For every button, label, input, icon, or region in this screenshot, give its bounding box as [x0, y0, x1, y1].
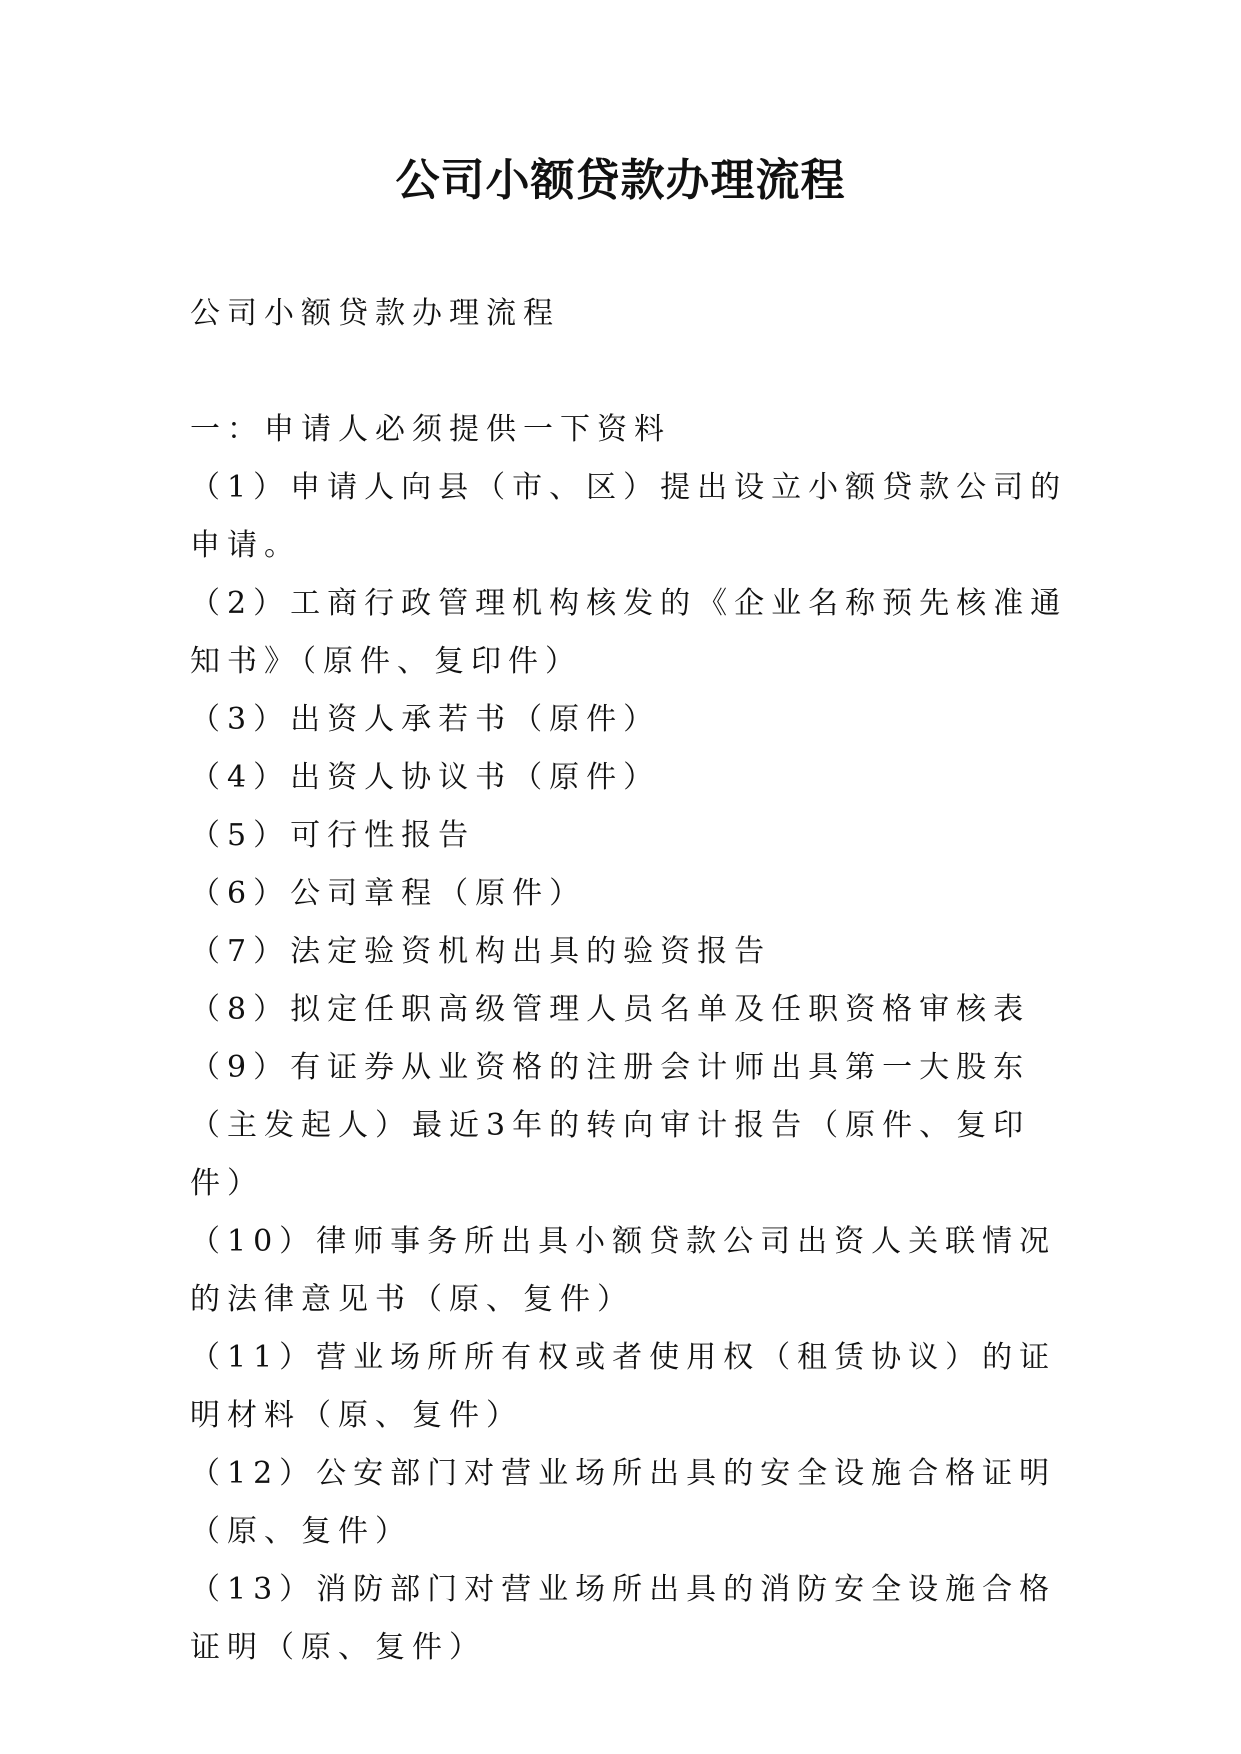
list-item: （11）营业场所所有权或者使用权（租赁协议）的证明材料（原、复件）	[190, 1340, 1057, 1433]
list-item: （13）消防部门对营业场所出具的消防安全设施合格证明（原、复件）	[190, 1572, 1057, 1665]
list-item: （5）可行性报告	[190, 818, 476, 853]
list-item: （12）公安部门对营业场所出具的安全设施合格证明（原、复件）	[190, 1456, 1057, 1549]
requirements-list	[190, 459, 1070, 1677]
list-item: （8）拟定任职高级管理人员名单及任职资格审核表	[190, 992, 1031, 1027]
list-item: （10）律师事务所出具小额贷款公司出资人关联情况的法律意见书（原、复件）	[190, 1224, 1057, 1317]
list-item: （2）工商行政管理机构核发的《企业名称预先核准通知书》（原件、复印件）	[190, 586, 1068, 679]
list-item: （3）出资人承若书（原件）	[190, 702, 661, 737]
list-item: （7）法定验资机构出具的验资报告	[190, 934, 772, 969]
document-subtitle: 公司小额贷款办理流程	[190, 296, 560, 331]
section-heading: 一：申请人必须提供一下资料	[190, 412, 671, 447]
list-item: （9）有证券从业资格的注册会计师出具第一大股东（主发起人）最近3年的转向审计报告（原件、复印件）	[190, 1050, 1031, 1201]
list-item: （6）公司章程（原件）	[190, 876, 587, 911]
list-item: （4）出资人协议书（原件）	[190, 760, 661, 795]
document-body	[190, 285, 1070, 1677]
list-item: （1）申请人向县（市、区）提出设立小额贷款公司的申请。	[190, 470, 1068, 563]
document-title: 公司小额贷款办理流程	[395, 155, 846, 206]
